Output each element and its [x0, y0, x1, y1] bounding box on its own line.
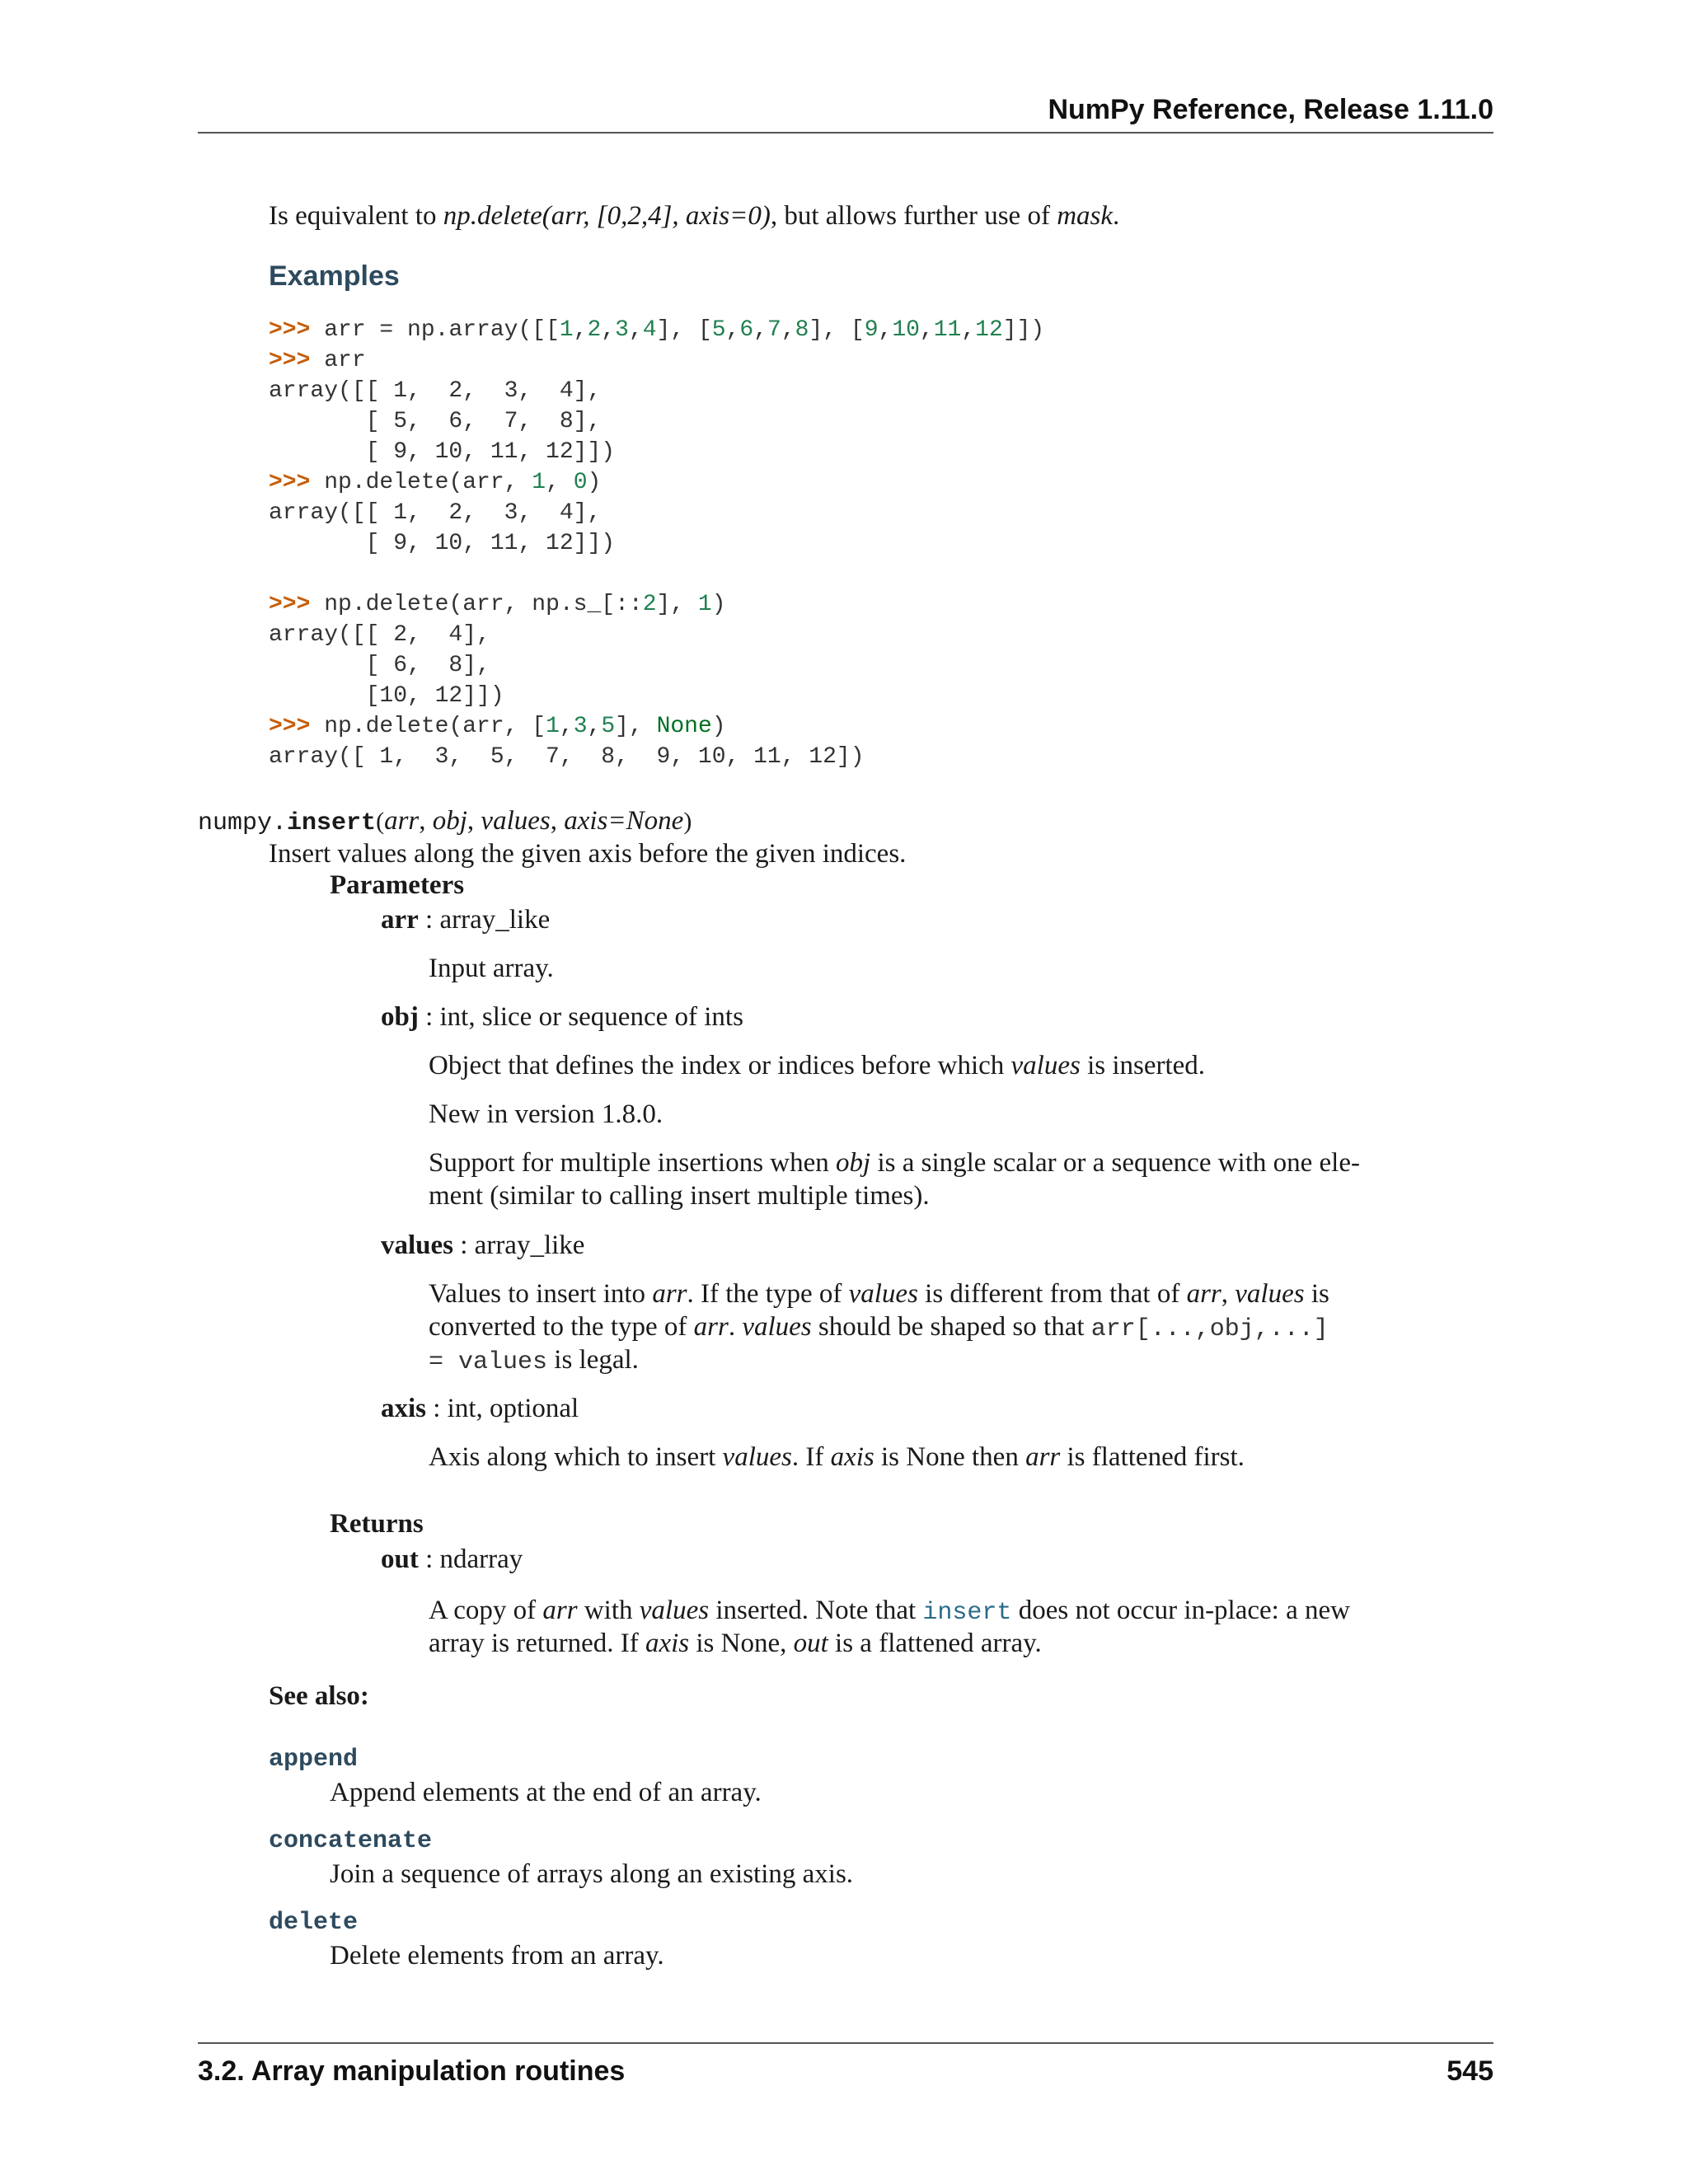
text: is None, [689, 1629, 794, 1658]
text: is inserted. [1080, 1051, 1206, 1080]
text: Support for multiple insertions when [429, 1148, 837, 1178]
text: is legal. [547, 1345, 639, 1375]
sig-sep: , [419, 806, 433, 836]
return-desc-2 [429, 1627, 1395, 1660]
param-obj-desc-3b: ment (similar to calling insert multiple times). [429, 1181, 930, 1211]
text-italic: arr [1025, 1442, 1061, 1472]
page-header [198, 89, 1493, 134]
text-italic: values [722, 1442, 792, 1472]
param-arr [381, 903, 550, 936]
code-line [269, 467, 1044, 498]
code-token: array([[ 1, 2, 3, 4], [269, 500, 602, 526]
header-title: NumPy Reference, Release 1.11.0 [1048, 94, 1493, 125]
code-token: , [781, 317, 795, 343]
prompt-marker: >>> [269, 470, 311, 495]
footer-section: 3.2. Array manipulation routines [198, 2055, 626, 2087]
code-token: array([[ 2, 4], [269, 622, 490, 648]
param-obj [381, 1001, 743, 1033]
param-obj-desc-1 [429, 1049, 1395, 1082]
text-italic: arr [1186, 1279, 1221, 1309]
sig-sep: , [467, 806, 481, 836]
code-token: None [656, 714, 712, 739]
prompt-marker: >>> [269, 348, 311, 373]
text-italic: values [639, 1596, 710, 1625]
code-token: ]]) [1002, 317, 1045, 343]
code-line [269, 376, 1044, 406]
code-token: 3 [615, 317, 629, 343]
code-token: np.delete(arr, [310, 470, 532, 495]
code-line [269, 620, 1044, 650]
text: does not occur in-place: a new [1011, 1596, 1350, 1625]
param-axis [381, 1392, 579, 1425]
sig-sep: , [550, 806, 565, 836]
code-line [269, 437, 1044, 467]
code-token: , [961, 317, 976, 343]
sig-open-paren: ( [376, 808, 385, 835]
page-number: 545 [1447, 2055, 1493, 2087]
text: is flattened first. [1060, 1442, 1245, 1472]
code-token: , [546, 470, 574, 495]
code-token: , [725, 317, 740, 343]
sig-module: numpy. [198, 809, 288, 837]
code-line [269, 528, 1044, 559]
param-values [381, 1229, 584, 1262]
text: should be shaped so that [811, 1312, 1091, 1342]
text: . If the type of [687, 1279, 849, 1309]
param-values-desc-2 [429, 1310, 1395, 1346]
text-italic: arr [693, 1312, 729, 1342]
code-token: 3 [573, 714, 588, 739]
see-also-delete-desc: Delete elements from an array. [330, 1941, 664, 1971]
param-values-desc-3 [429, 1343, 1395, 1379]
param-type: : int, optional [426, 1394, 579, 1423]
text: . [728, 1312, 743, 1342]
code-token: ) [711, 714, 726, 739]
return-name: out [381, 1544, 419, 1574]
param-values-desc-1 [429, 1277, 1395, 1310]
code-token: 2 [587, 317, 602, 343]
code-token: array([ 1, 3, 5, 7, 8, 9, 10, 11, 12]) [269, 744, 865, 770]
code-token: ], [ [656, 317, 712, 343]
code-token: 9 [864, 317, 879, 343]
param-name: axis [381, 1394, 427, 1423]
param-name: arr [381, 905, 419, 935]
code-token: ], [ [809, 317, 865, 343]
code-token: 5 [711, 317, 726, 343]
code-token: , [587, 714, 602, 739]
code-token: , [601, 317, 616, 343]
sig-param-axis: axis=None [564, 806, 684, 836]
text: , [1221, 1279, 1236, 1309]
code-token: ], [656, 592, 698, 617]
code-token: np.delete(arr, [ [310, 714, 546, 739]
sig-param-values: values [481, 806, 551, 836]
code-line [269, 650, 1044, 681]
prompt-marker: >>> [269, 592, 311, 617]
return-type: : ndarray [418, 1544, 523, 1574]
code-token: [ 6, 8], [269, 653, 490, 678]
text: is a flattened array. [828, 1629, 1042, 1658]
code-token: ) [711, 592, 726, 617]
inline-code: arr[...,obj,...] [1090, 1315, 1329, 1343]
param-type: : int, slice or sequence of ints [418, 1002, 743, 1032]
see-also-heading: See also: [269, 1681, 369, 1711]
code-token: 5 [601, 714, 616, 739]
code-token: 8 [795, 317, 809, 343]
text: Axis along which to insert [429, 1442, 723, 1472]
return-out [381, 1543, 523, 1576]
code-token: array([[ 1, 2, 3, 4], [269, 378, 602, 404]
param-name: values [381, 1230, 454, 1260]
text-italic: values [1235, 1279, 1305, 1309]
sig-param-arr: arr [384, 806, 420, 836]
see-also-append-link[interactable]: append [269, 1746, 359, 1774]
text: is different from that of [917, 1279, 1187, 1309]
code-token: 1 [559, 317, 574, 343]
text: A copy of [429, 1596, 543, 1625]
code-token: , [919, 317, 934, 343]
code-token: , [559, 714, 574, 739]
intro-middle: , but allows further use of [770, 201, 1057, 231]
text-italic: arr [542, 1596, 578, 1625]
code-token: [ 5, 6, 7, 8], [269, 409, 602, 434]
inline-code: = values [429, 1348, 548, 1376]
examples-code-block [269, 315, 1044, 772]
code-token: ) [587, 470, 602, 495]
code-token: 6 [739, 317, 754, 343]
code-token: 1 [697, 592, 712, 617]
code-token: , [573, 317, 588, 343]
parameters-heading: Parameters [330, 870, 465, 900]
param-arr-desc: Input array. [429, 954, 554, 983]
text-italic: arr [652, 1279, 687, 1309]
text-italic: values [742, 1312, 812, 1342]
text: inserted. Note that [709, 1596, 923, 1625]
see-also-concatenate-desc: Join a sequence of arrays along an existing axis. [330, 1859, 854, 1889]
code-line [269, 315, 1044, 345]
param-type: : array_like [453, 1230, 585, 1260]
prompt-marker: >>> [269, 317, 311, 343]
text: Values to insert into [429, 1279, 653, 1309]
code-token: 11 [933, 317, 962, 343]
text-italic: values [1010, 1051, 1081, 1080]
function-signature [198, 804, 692, 840]
code-token: 4 [642, 317, 657, 343]
text-italic: values [848, 1279, 918, 1309]
text-italic: out [793, 1629, 828, 1658]
see-also-delete-link[interactable]: delete [269, 1909, 359, 1937]
code-token: ], [615, 714, 657, 739]
intro-suffix: . [1113, 201, 1120, 231]
code-token: , [753, 317, 768, 343]
prompt-marker: >>> [269, 714, 311, 739]
text: converted to the type of [429, 1312, 694, 1342]
function-summary: Insert values along the given axis before the given indices. [269, 839, 907, 869]
code-line [269, 742, 1044, 772]
text: array is returned. If [429, 1629, 645, 1658]
code-line [269, 559, 1044, 589]
see-also-concatenate-link[interactable]: concatenate [269, 1827, 433, 1855]
param-type: : array_like [418, 905, 551, 935]
text: is a single scalar or a sequence with one ele- [870, 1148, 1360, 1178]
code-token: , [878, 317, 893, 343]
code-token: arr = np.array([[ [310, 317, 560, 343]
text-italic: axis [830, 1442, 874, 1472]
text: . If [791, 1442, 831, 1472]
returns-heading: Returns [330, 1509, 424, 1539]
text-italic: obj [836, 1148, 871, 1178]
code-line [269, 345, 1044, 376]
sig-close-paren: ) [683, 808, 692, 835]
text: is [1304, 1279, 1329, 1309]
code-token: 2 [642, 592, 657, 617]
param-name: obj [381, 1002, 419, 1032]
intro-mask: mask [1057, 201, 1114, 231]
intro-text [269, 199, 1119, 232]
code-token: [10, 12]]) [269, 683, 504, 709]
return-desc-1 [429, 1594, 1395, 1629]
text-italic: axis [645, 1629, 690, 1658]
code-token: 7 [767, 317, 781, 343]
param-obj-desc-3 [429, 1146, 1395, 1179]
code-line [269, 498, 1044, 528]
code-token: np.delete(arr, np.s_[:: [310, 592, 643, 617]
code-token: 12 [975, 317, 1003, 343]
text: with [577, 1596, 640, 1625]
code-token: 1 [546, 714, 560, 739]
insert-link[interactable]: insert [922, 1599, 1012, 1627]
intro-expr: np.delete(arr, [0,2,4], axis=0) [443, 201, 771, 231]
code-line [269, 711, 1044, 742]
examples-heading: Examples [269, 260, 400, 292]
text: Object that defines the index or indices before which [429, 1051, 1011, 1080]
param-axis-desc [429, 1441, 1395, 1474]
sig-param-obj: obj [432, 806, 467, 836]
code-token: , [628, 317, 643, 343]
code-line [269, 406, 1044, 437]
code-token: arr [310, 348, 366, 373]
code-token: [ 9, 10, 11, 12]]) [269, 439, 616, 465]
sig-name: insert [287, 809, 377, 837]
code-token: [ 9, 10, 11, 12]]) [269, 531, 616, 556]
code-token: 1 [532, 470, 546, 495]
intro-prefix: Is equivalent to [269, 201, 443, 231]
text: is None then [874, 1442, 1026, 1472]
code-token: 10 [892, 317, 920, 343]
page-footer [198, 2042, 1493, 2093]
param-obj-desc-2: New in version 1.8.0. [429, 1099, 663, 1129]
code-line [269, 589, 1044, 620]
code-token: 0 [573, 470, 588, 495]
code-line [269, 681, 1044, 711]
see-also-append-desc: Append elements at the end of an array. [330, 1778, 762, 1807]
